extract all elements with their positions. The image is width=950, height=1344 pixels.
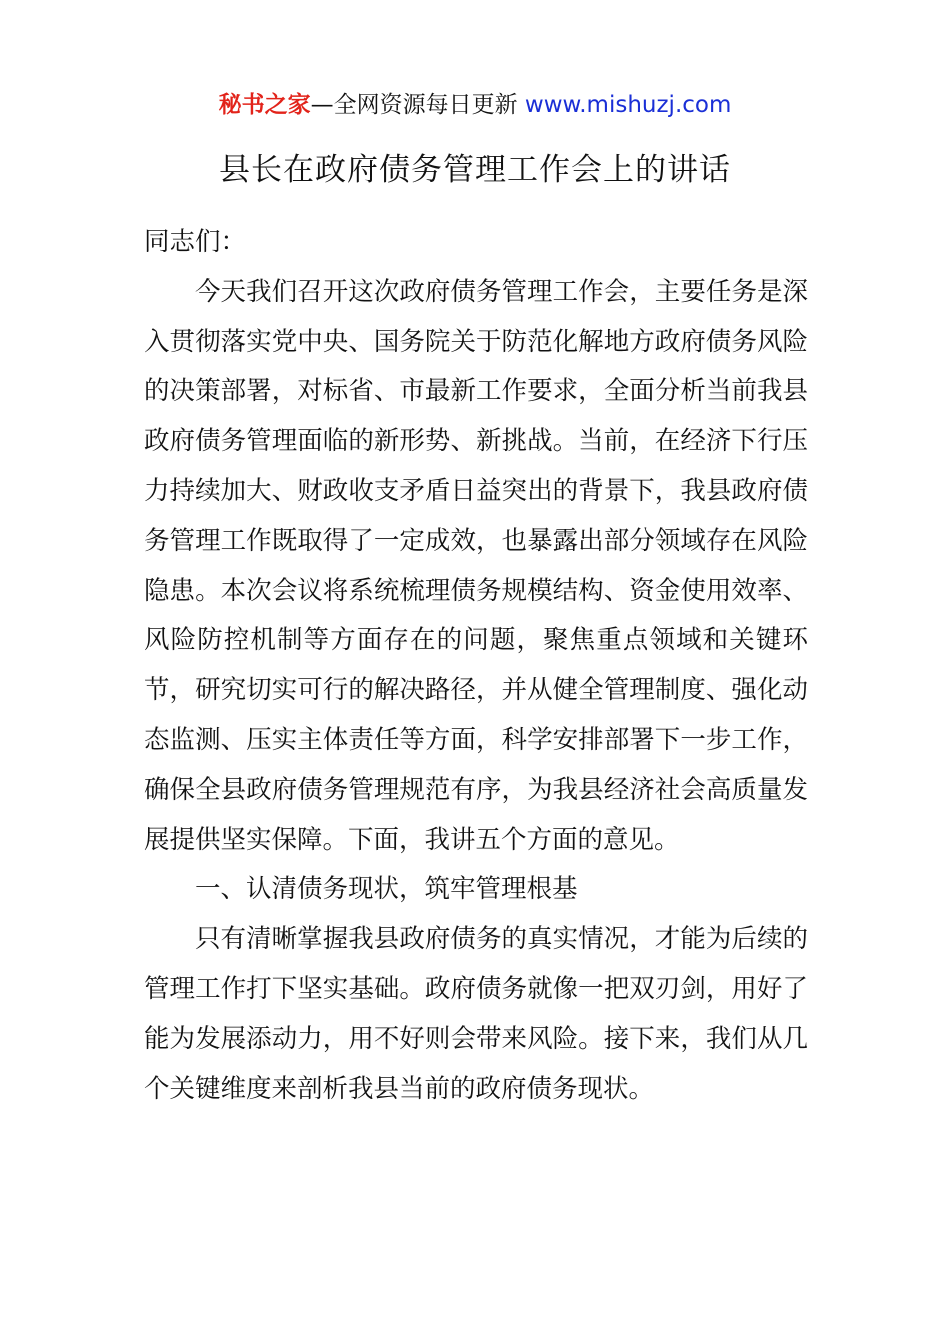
paragraph-section-1: 只有清晰掌握我县政府债务的真实情况，才能为后续的管理工作打下坚实基础。政府债务就像一把双刃剑，用好了能为发展添动力，用不好则会带来风险。接下来，我们从几个关键维度来剖析我县当前的政府债务现状。 [144, 924, 808, 1104]
site-header [0, 88, 950, 122]
brand-name: 秘书之家 [218, 92, 311, 118]
salutation: 同志们： [144, 227, 247, 257]
section-heading-1: 一、认清债务现状，筑牢管理根基 [195, 874, 578, 905]
document-title: 县长在政府债务管理工作会上的讲话 [219, 152, 731, 188]
site-url-link[interactable]: www.mishuzj.com [524, 92, 732, 118]
paragraph-intro: 今天我们召开这次政府债务管理工作会，主要任务是深入贯彻落实党中央、国务院关于防范化解地方政府债务风险的决策部署，对标省、市最新工作要求，全面分析当前我县政府债务管理面临的新形势、新挑战。当前，在经济下行压力持续加大、财政收支矛盾日益突出的背景下，我县政府债务管理工作既取得了一定成效，也暴露出部分领域存在风险隐患。本次会议将系统梳理债务规模结构、资金使用效率、风险防控机制等方面存在的问题，聚焦重点领域和关键环节，研究切实可行的解决路径，并从健全管理制度、强化动态监测、压实主体责任等方面，科学安排部署下一步工作，确保全县政府债务管理规范有序，为我县经济社会高质量发展提供坚实保障。下面，我讲五个方面的意见。 [144, 276, 808, 855]
header-slogan: —全网资源每日更新 [310, 92, 518, 118]
document-body [144, 218, 808, 1114]
